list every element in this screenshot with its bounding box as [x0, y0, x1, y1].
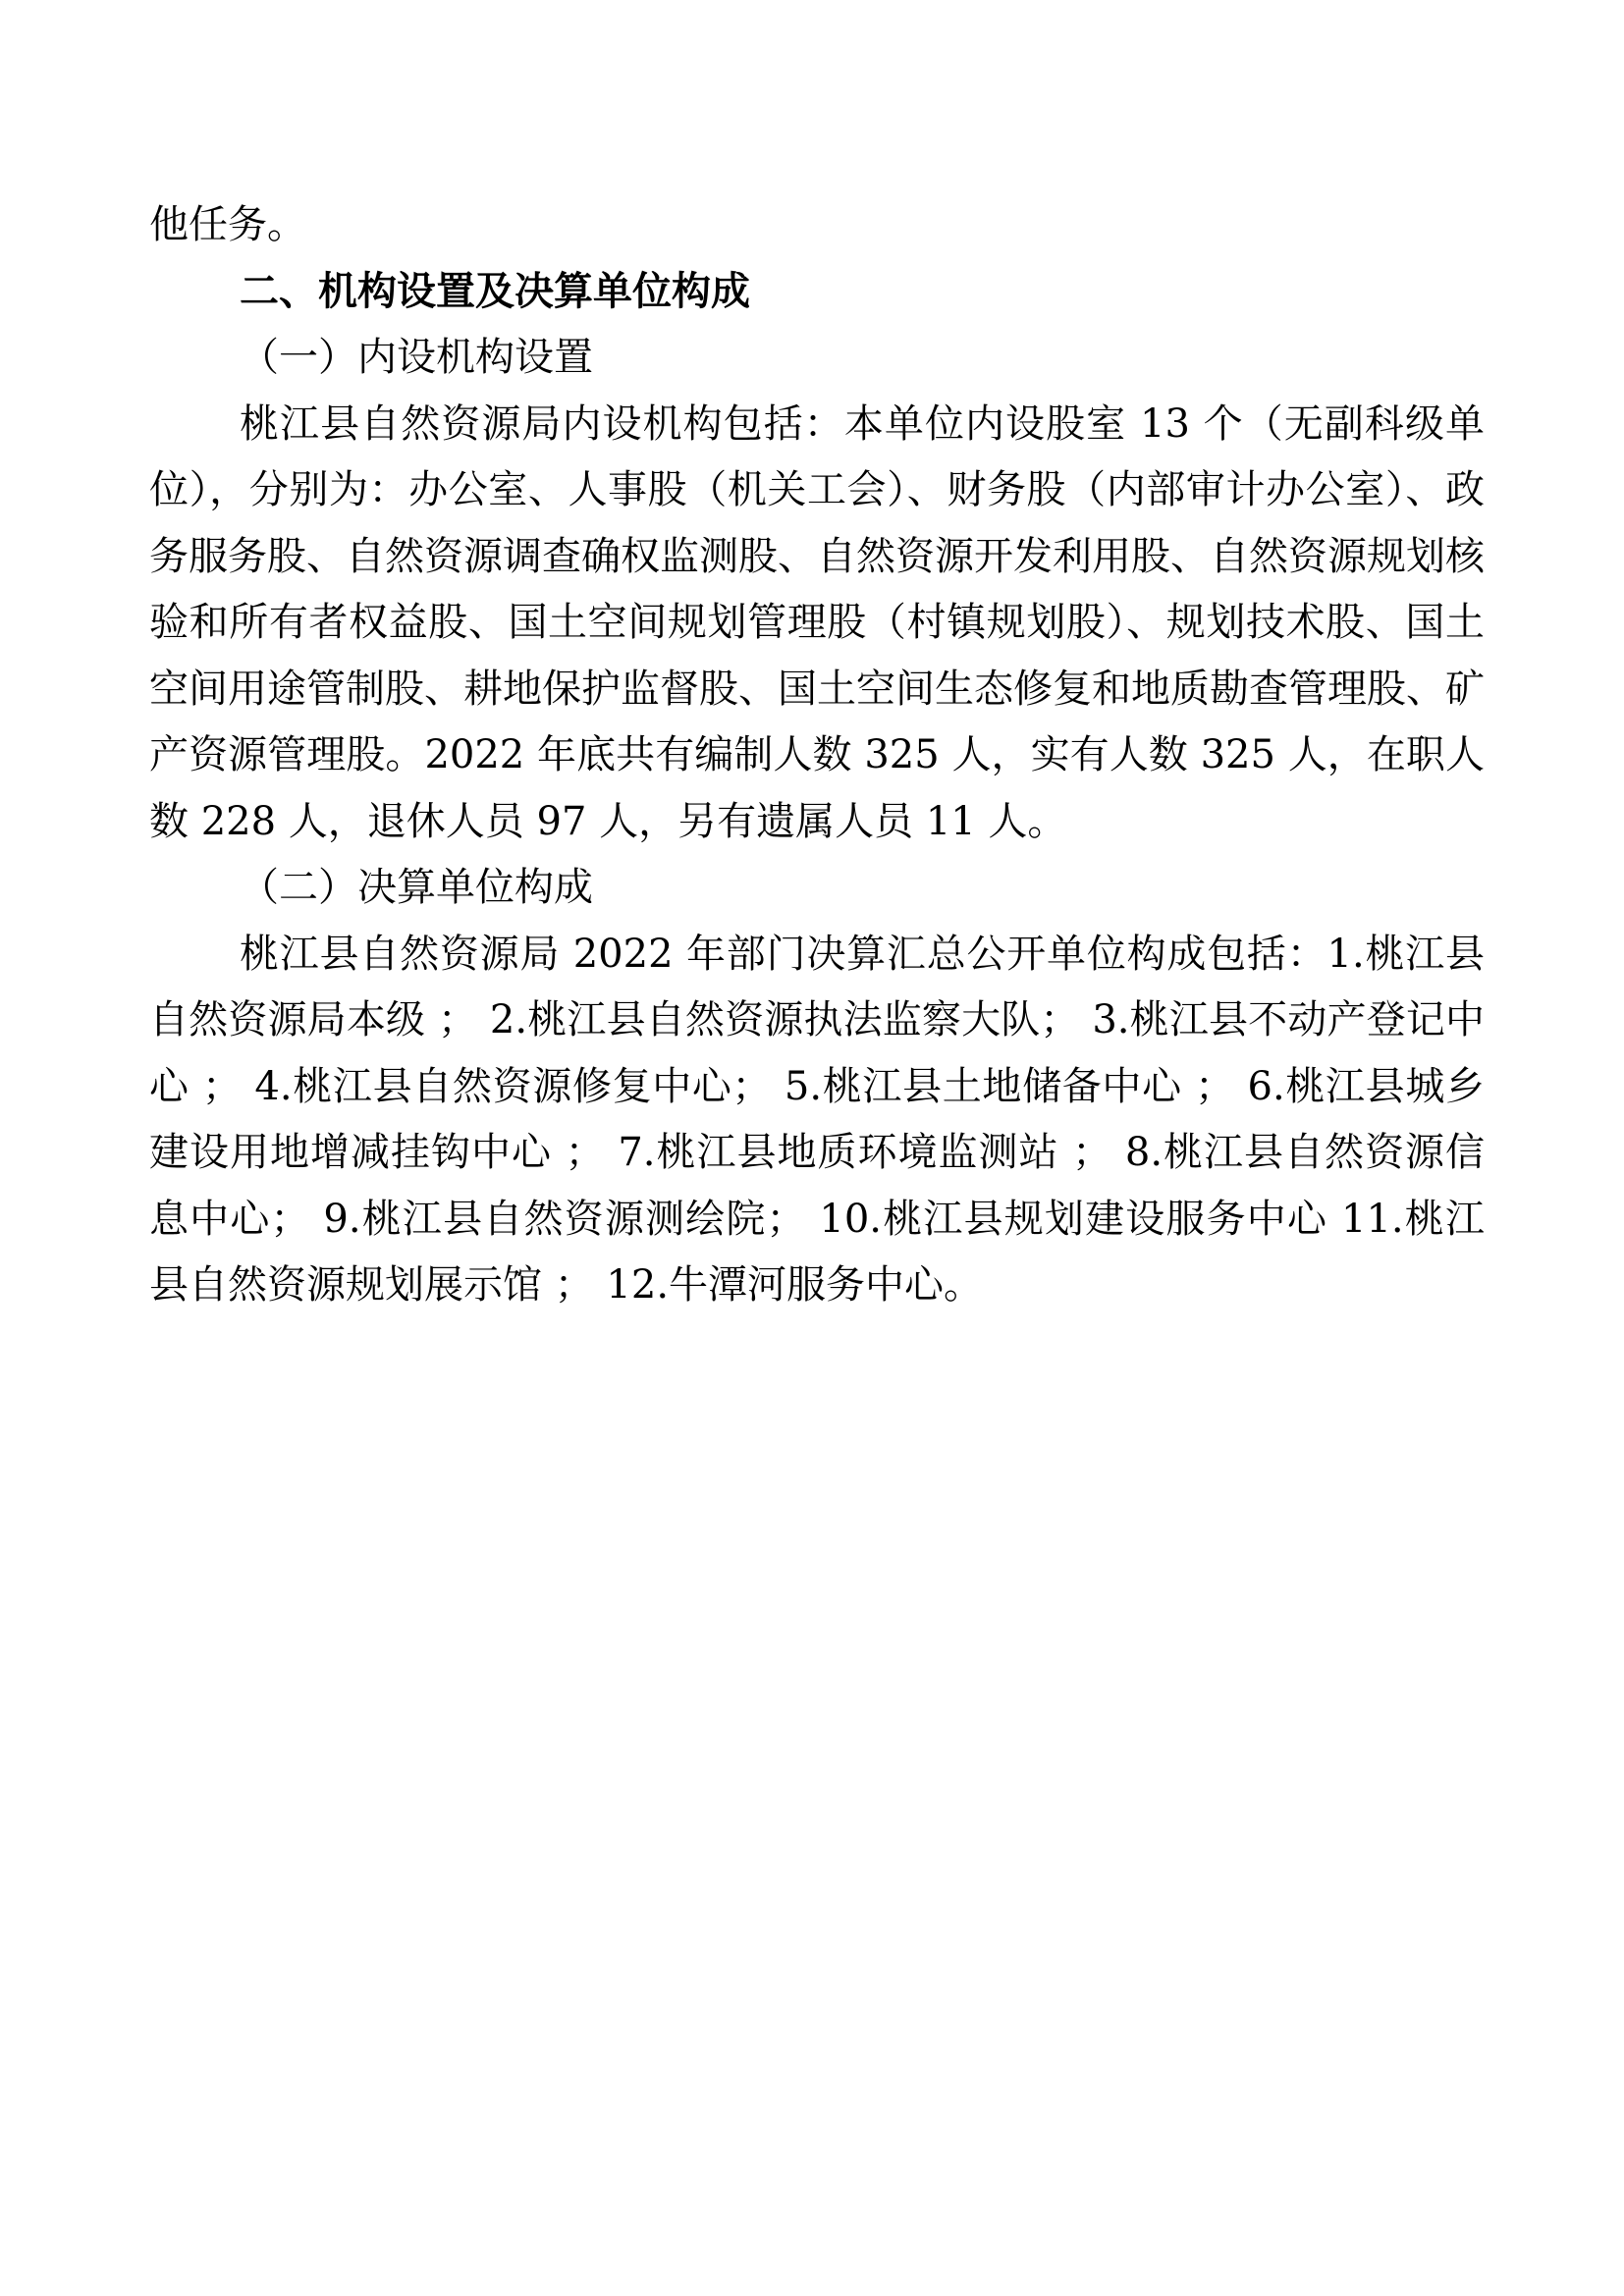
internal-structure-paragraph: 桃江县自然资源局内设机构包括：本单位内设股室 13 个（无副科级单位），分别为：办公室、人事股（机关工会）、财务股（内部审计办公室）、政务服务股、自然资源调查确权监测股、自然资源开发利用股、自然资源规划核验和所有者权益股、国土空间规划管理股（村镇规划股）、规划技术股、国土空间用途管制股、耕地保护监督股、国土空间生态修复和地质勘查管理股、矿产资源管理股。2022 年底共有编制人数 325 人，实有人数 325 人，在职人数 228 人，退休人员 97 人，另有遗属人员 11 人。	[149, 400, 1485, 844]
section-heading: 二、机构设置及决算单位构成	[240, 268, 750, 314]
subsection-heading-budget-units: （二）决算单位构成	[240, 865, 593, 910]
continued-paragraph: 他任务。	[149, 202, 306, 247]
document-body	[149, 192, 1485, 1319]
budget-units-paragraph: 桃江县自然资源局 2022 年部门决算汇总公开单位构成包括：1.桃江县自然资源局本级 ； 2.桃江县自然资源执法监察大队； 3.桃江县不动产登记中心 ； 4.桃江县自然资源修复中心； 5.桃江县土地储备中心 ； 6.桃江县城乡建设用地增减挂钩中心 ； 7.桃江县地质环境监测站 ； 8.桃江县自然资源信息中心； 9.桃江县自然资源测绘院； 10.桃江县规划建设服务中心 11.桃江县自然资源规划展示馆 ； 12.牛潭河服务中心。	[149, 931, 1485, 1308]
subsection-heading-internal-structure: （一）内设机构设置	[240, 335, 593, 380]
